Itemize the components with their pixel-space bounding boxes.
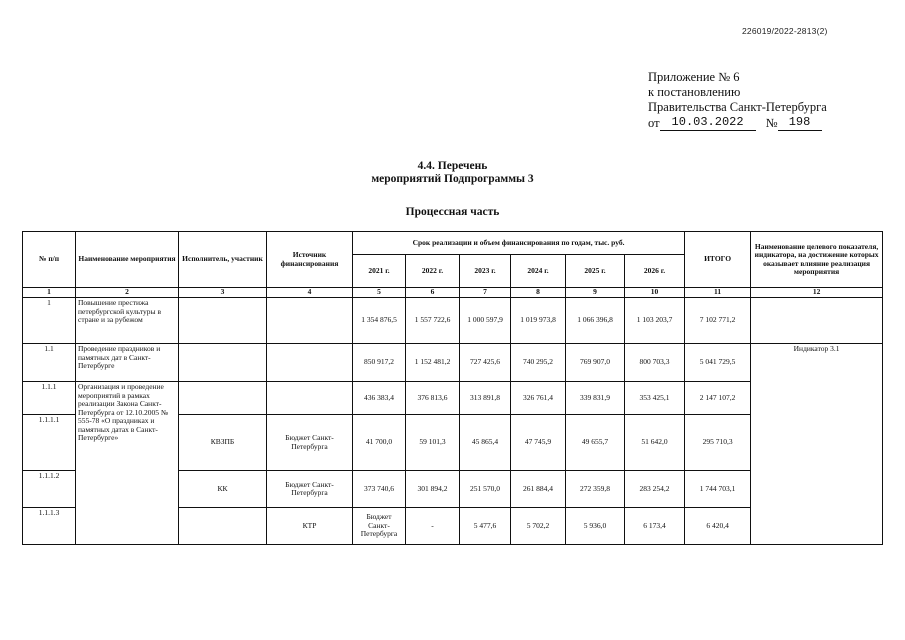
col-header-total: ИТОГО [685, 232, 751, 288]
year-value: 326 761,4 [511, 382, 566, 415]
from-label: от [648, 116, 660, 130]
year-header: 2024 г. [511, 255, 566, 288]
executor-cell: КВЗПБ [179, 415, 267, 471]
appendix-title: Приложение № 6 [648, 70, 740, 84]
total-value: 295 710,3 [685, 415, 751, 471]
row-number: 1.1.1 [23, 382, 76, 415]
source-cell: Бюджет Санкт-Петербурга [353, 508, 406, 545]
source-cell: Бюджет Санкт-Петербурга [267, 471, 353, 508]
column-number: 10 [625, 288, 685, 298]
col-header-num: № п/п [23, 232, 76, 288]
source-cell: Бюджет Санкт-Петербурга [267, 415, 353, 471]
row-number: 1.1.1.1 [23, 415, 76, 471]
activity-name: Проведение праздников и памятных дат в Санкт-Петербурге [76, 344, 179, 382]
year-value: 1 354 876,5 [353, 298, 406, 344]
source-cell [267, 382, 353, 415]
year-value: 59 101,3 [406, 415, 460, 471]
year-value: 353 425,1 [625, 382, 685, 415]
year-value: 261 884,4 [511, 471, 566, 508]
row-number: 1.1.1.2 [23, 471, 76, 508]
year-value: 301 894,2 [406, 471, 460, 508]
total-value: 1 744 703,1 [685, 471, 751, 508]
col-header-target: Наименование целевого показателя, индикатора, на достижение которых оказывает влияние реализация мероприятия [751, 232, 883, 288]
year-value: 436 383,4 [353, 382, 406, 415]
executor-cell [179, 344, 267, 382]
column-number: 4 [267, 288, 353, 298]
executor-cell [179, 382, 267, 415]
column-number: 8 [511, 288, 566, 298]
activity-name: Повышение престижа петербургской культуры в стране и за рубежом [76, 298, 179, 344]
year-value: 339 831,9 [566, 382, 625, 415]
target-indicator: Индикатор 3.1 [751, 344, 883, 545]
executor-cell: КК [179, 471, 267, 508]
year-value: 313 891,8 [460, 382, 511, 415]
column-number: 12 [751, 288, 883, 298]
year-value: 45 865,4 [460, 415, 511, 471]
year-value: 769 907,0 [566, 344, 625, 382]
resolution-number: 198 [778, 115, 822, 131]
source-cell [267, 344, 353, 382]
year-value: 51 642,0 [625, 415, 685, 471]
year-value: 376 813,6 [406, 382, 460, 415]
col-header-source: Источник финансирования [267, 232, 353, 288]
year-header: 2023 г. [460, 255, 511, 288]
year-value: 5 477,6 [460, 508, 511, 545]
column-number: 5 [353, 288, 406, 298]
year-value: 5 702,2 [511, 508, 566, 545]
activity-name: Организация и проведение мероприятий в рамках реализации Закона Санкт-Петербурга от 12.10.2005 № 555-78 «О праздниках и памятных датах в Санкт-Петербурге» [76, 382, 179, 545]
col-header-period: Срок реализации и объем финансирования по годам, тыс. руб. [353, 232, 685, 255]
column-number: 11 [685, 288, 751, 298]
year-value: 1 557 722,6 [406, 298, 460, 344]
total-value: 7 102 771,2 [685, 298, 751, 344]
number-label: № [765, 116, 778, 130]
table-row [23, 344, 883, 382]
target-cell [751, 298, 883, 344]
header-row-1 [23, 232, 883, 255]
column-number: 3 [179, 288, 267, 298]
year-value: 1 019 973,8 [511, 298, 566, 344]
column-number: 6 [406, 288, 460, 298]
year-value: 251 570,0 [460, 471, 511, 508]
year-value: 6 173,4 [625, 508, 685, 545]
year-value: 740 295,2 [511, 344, 566, 382]
column-number: 9 [566, 288, 625, 298]
column-number: 2 [76, 288, 179, 298]
year-value: 47 745,9 [511, 415, 566, 471]
year-value: 727 425,6 [460, 344, 511, 382]
year-value: 49 655,7 [566, 415, 625, 471]
section-subtitle: Процессная часть [405, 206, 500, 218]
row-number: 1.1.1.3 [23, 508, 76, 545]
year-header: 2022 г. [406, 255, 460, 288]
appendix-line-2: к постановлению [648, 85, 741, 99]
appendix-line-3: Правительства Санкт-Петербурга [648, 100, 827, 114]
executor-cell [179, 298, 267, 344]
appendix-date-line [648, 115, 827, 131]
total-value: 2 147 107,2 [685, 382, 751, 415]
year-header: 2026 г. [625, 255, 685, 288]
year-value: 1 066 396,8 [566, 298, 625, 344]
executor-cell: КТР [267, 508, 353, 545]
year-value: 5 936,0 [566, 508, 625, 545]
year-value: 1 152 481,2 [406, 344, 460, 382]
document-id: 226019/2022-2813(2) [742, 26, 828, 36]
table-row [23, 298, 883, 344]
year-header: 2025 г. [566, 255, 625, 288]
column-number-row [23, 288, 883, 298]
name-cell-empty [179, 508, 267, 545]
total-value: 5 041 729,5 [685, 344, 751, 382]
year-value: 272 359,8 [566, 471, 625, 508]
list-title [0, 160, 905, 186]
col-header-executor: Исполнитель, участник [179, 232, 267, 288]
year-value: 6 420,4 [685, 508, 751, 545]
year-value: 1 103 203,7 [625, 298, 685, 344]
source-cell [267, 298, 353, 344]
year-value: 850 917,2 [353, 344, 406, 382]
year-value: 41 700,0 [353, 415, 406, 471]
title-line-1: 4.4. Перечень [417, 160, 488, 172]
title-line-2: мероприятий Подпрограммы 3 [371, 173, 534, 185]
year-value: - [406, 508, 460, 545]
column-number: 7 [460, 288, 511, 298]
year-value: 800 703,3 [625, 344, 685, 382]
year-header: 2021 г. [353, 255, 406, 288]
row-number: 1 [23, 298, 76, 344]
column-number: 1 [23, 288, 76, 298]
resolution-date: 10.03.2022 [660, 115, 756, 131]
year-value: 373 740,6 [353, 471, 406, 508]
activities-table [22, 231, 883, 545]
appendix-block [648, 70, 827, 131]
row-number: 1.1 [23, 344, 76, 382]
year-value: 283 254,2 [625, 471, 685, 508]
year-value: 1 000 597,9 [460, 298, 511, 344]
col-header-name: Наименование мероприятия [76, 232, 179, 288]
